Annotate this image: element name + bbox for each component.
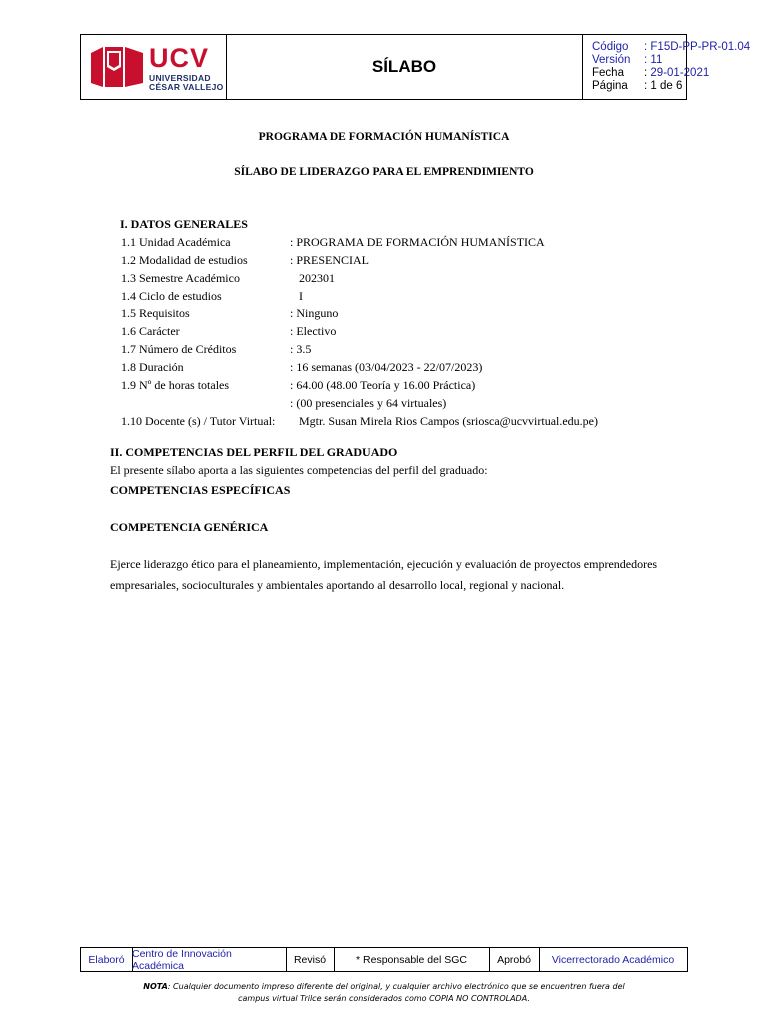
footer-note <box>80 981 688 993</box>
general-data-label: 1.10 Docente (s) / Tutor Virtual: <box>121 414 276 428</box>
general-data-heading: I. DATOS GENERALES <box>120 217 248 231</box>
university-logo <box>81 35 227 99</box>
meta-row-date: Fecha : 29-01-2021 <box>592 67 710 79</box>
note-text-1: : Cualquier documento impreso diferente del original, y cualquier archivo electrónico que se encuentren fuera del <box>167 982 625 991</box>
meta-row-version: Versión : 11 <box>592 54 663 66</box>
general-data-value: Mgtr. Susan Mirela Rios Campos (sriosca@ucvvirtual.edu.pe) <box>299 414 599 428</box>
general-data-label: 1.8 Duración <box>121 360 184 374</box>
general-data-value: : Ninguno <box>290 306 339 320</box>
syllabus-title: SÍLABO DE LIDERAZGO PARA EL EMPRENDIMIENTO <box>234 166 534 178</box>
general-data-value: : 64.00 (48.00 Teoría y 16.00 Práctica) <box>290 378 476 392</box>
general-data-value: : PROGRAMA DE FORMACIÓN HUMANÍSTICA <box>290 235 545 249</box>
aprobo-label: Aprobó <box>489 948 540 971</box>
general-data-label: 1.9 Nº de horas totales <box>121 378 230 392</box>
general-data-value: : Electivo <box>290 324 337 338</box>
elaboro-value: Centro de Innovación Académica <box>132 948 287 971</box>
footer-note-line-2: campus virtual Trilce serán considerados como COPIA NO CONTROLADA. <box>238 994 530 1003</box>
reviso-value: * Responsable del SGC <box>334 948 490 971</box>
reviso-label: Revisó <box>286 948 335 971</box>
general-data-value: : PRESENCIAL <box>290 253 370 267</box>
document-title: SÍLABO <box>371 57 437 76</box>
program-title: PROGRAMA DE FORMACIÓN HUMANÍSTICA <box>258 131 510 143</box>
generic-competency-text: empresariales, socioculturales y ambientales aportando al desarrollo local, regional y nacional. <box>110 578 565 592</box>
document-meta <box>582 35 751 99</box>
generic-competency-heading: COMPETENCIA GENÉRICA <box>110 520 269 534</box>
general-data-label: 1.2 Modalidad de estudios <box>121 253 248 267</box>
general-data-value: 202301 <box>299 271 335 285</box>
logo-line-2: CÉSAR VALLEJO <box>149 82 224 92</box>
document-header <box>80 34 751 100</box>
specific-competencies-heading: COMPETENCIAS ESPECÍFICAS <box>110 483 291 497</box>
general-data-label: 1.7 Número de Créditos <box>121 342 237 356</box>
general-data-value: I <box>299 289 303 303</box>
document-title-cell <box>226 35 583 99</box>
general-data-value: : 16 semanas (03/04/2023 - 22/07/2023) <box>290 360 483 374</box>
aprobo-value: Vicerrectorado Académico <box>551 953 675 966</box>
generic-competency-text: Ejerce liderazgo ético para el planeamiento, implementación, ejecución y evaluación de proyectos emprendedores <box>110 557 658 571</box>
competencies-heading: II. COMPETENCIAS DEL PERFIL DEL GRADUADO <box>110 445 398 459</box>
ucv-shield-icon <box>89 45 145 91</box>
approval-table <box>80 947 688 972</box>
meta-row-code: Código : F15D-PP-PR-01.04 <box>592 41 751 53</box>
logo-line-1: UNIVERSIDAD <box>149 73 211 83</box>
elaboro-label: Elaboró <box>81 948 133 971</box>
general-data-label: 1.5 Requisitos <box>121 306 190 320</box>
general-data-value: : 3.5 <box>290 342 312 356</box>
meta-row-page: Página : 1 de 6 <box>592 80 683 92</box>
general-data-label: 1.4 Ciclo de estudios <box>121 289 222 303</box>
logo-wordmark: UCV <box>149 43 210 73</box>
general-data-label: 1.1 Unidad Académica <box>121 235 231 249</box>
general-data-value: : (00 presenciales y 64 virtuales) <box>290 396 447 410</box>
note-label: NOTA <box>143 982 168 991</box>
general-data-label: 1.6 Carácter <box>121 324 180 338</box>
general-data-label: 1.3 Semestre Académico <box>121 271 240 285</box>
competencies-intro: El presente sílabo aporta a las siguientes competencias del perfil del graduado: <box>110 463 488 477</box>
